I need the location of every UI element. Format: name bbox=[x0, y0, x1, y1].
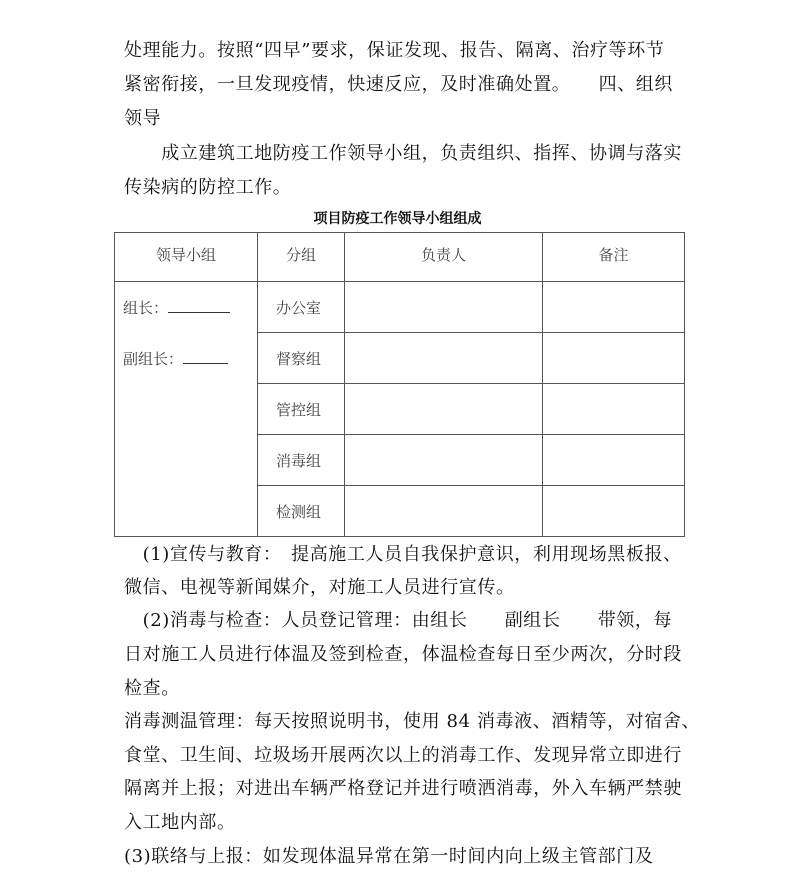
paragraph-line: 传染病的防控工作。 bbox=[124, 177, 292, 198]
leader-blank bbox=[168, 300, 230, 313]
deputy-leader-label: 副组长： bbox=[123, 350, 184, 368]
group-name: 消毒组 bbox=[258, 435, 345, 486]
header-person-in-charge: 负责人 bbox=[345, 233, 543, 282]
paragraph-line: (1)宣传与教育： 提高施工人员自我保护意识，利用现场黑板报、 bbox=[124, 544, 682, 565]
header-remarks: 备注 bbox=[543, 233, 685, 282]
table-caption: 项目防疫工作领导小组组成 bbox=[313, 211, 482, 227]
table-row bbox=[115, 282, 685, 333]
paragraph-line: 检查。 bbox=[124, 678, 180, 699]
paragraph-line: 领导 bbox=[124, 108, 162, 129]
paragraph-line: 食堂、卫生间、垃圾场开展两次以上的消毒工作、发现异常立即进行 bbox=[124, 745, 682, 766]
remark-cell bbox=[543, 282, 685, 333]
paragraph-line: (3)联络与上报：如发现体温异常在第一时间内向上级主管部门及 bbox=[124, 846, 654, 867]
group-name: 督察组 bbox=[258, 333, 345, 384]
paragraph-line: 微信、电视等新闻媒介，对施工人员进行宣传。 bbox=[124, 577, 515, 598]
remark-cell bbox=[543, 384, 685, 435]
leader-label: 组长： bbox=[123, 299, 169, 317]
table-header-row bbox=[115, 233, 685, 282]
paragraph-line: (2)消毒与检查：人员登记管理：由组长 副组长 带领，每 bbox=[124, 610, 673, 631]
paragraph-line: 隔离并上报；对进出车辆严格登记并进行喷洒消毒，外入车辆严禁驶 bbox=[124, 778, 682, 799]
paragraph-line: 处理能力。按照“四早”要求，保证发现、报告、隔离、治疗等环节 bbox=[124, 40, 665, 61]
remark-cell bbox=[543, 333, 685, 384]
person-cell bbox=[345, 384, 543, 435]
remark-cell bbox=[543, 486, 685, 537]
paragraph-line: 成立建筑工地防疫工作领导小组，负责组织、指挥、协调与落实 bbox=[124, 143, 682, 164]
deputy-leader-blank bbox=[183, 351, 228, 364]
group-name: 检测组 bbox=[258, 486, 345, 537]
paragraph-line: 入工地内部。 bbox=[124, 812, 236, 833]
leadership-table bbox=[114, 232, 685, 537]
paragraph-line: 消毒测温管理：每天按照说明书，使用 84 消毒液、酒精等，对宿舍、 bbox=[124, 711, 701, 732]
deputy-leader-line bbox=[123, 347, 257, 371]
paragraph-line: 日对施工人员进行体温及签到检查，体温检查每日至少两次，分时段 bbox=[124, 644, 682, 665]
leader-line bbox=[123, 296, 257, 320]
group-name: 办公室 bbox=[258, 282, 345, 333]
person-cell bbox=[345, 486, 543, 537]
group-name: 管控组 bbox=[258, 384, 345, 435]
paragraph-line: 紧密衔接，一旦发现疫情，快速反应，及时准确处置。 四、组织 bbox=[124, 74, 673, 95]
remark-cell bbox=[543, 435, 685, 486]
leader-cell bbox=[115, 282, 258, 537]
person-cell bbox=[345, 435, 543, 486]
header-subgroup: 分组 bbox=[258, 233, 345, 282]
person-cell bbox=[345, 282, 543, 333]
header-leadership-group: 领导小组 bbox=[115, 233, 258, 282]
person-cell bbox=[345, 333, 543, 384]
